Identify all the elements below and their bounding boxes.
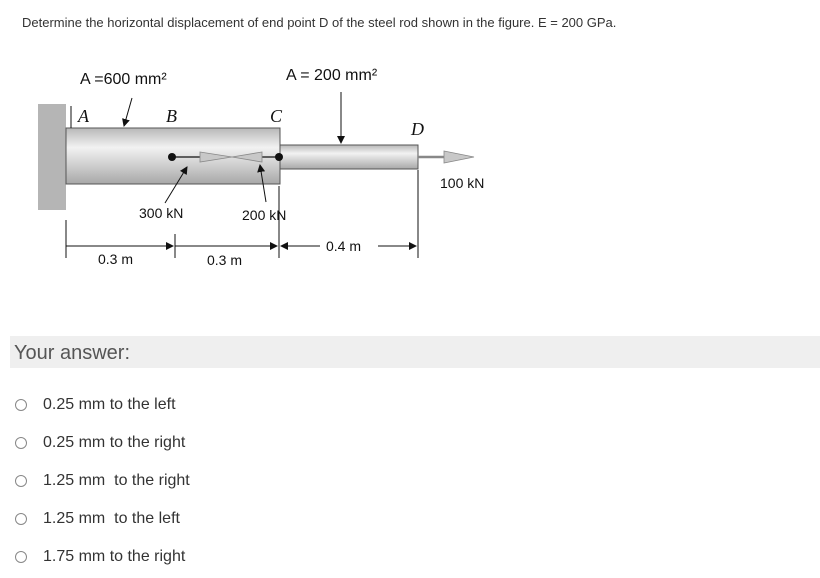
- option-label: 1.25 mm to the right: [43, 472, 190, 489]
- option-4[interactable]: [12, 506, 292, 532]
- length-ab-label: 0.3 m: [98, 251, 134, 267]
- force-b-label: 300 kN: [139, 205, 184, 221]
- force-arrow-d: [418, 151, 474, 163]
- point-b-label: B: [166, 106, 177, 126]
- area-right-label: A = 200 mm²: [286, 67, 378, 84]
- rod-segment-small: [280, 145, 418, 169]
- option-label: 0.25 mm to the left: [43, 396, 176, 413]
- area-left-label: A =600 mm²: [80, 71, 167, 88]
- force-d-label: 100 kN: [440, 175, 485, 191]
- answer-section-header: [10, 336, 820, 368]
- option-5[interactable]: [12, 544, 292, 570]
- radio-button[interactable]: [15, 513, 27, 525]
- force-c-label: 200 kN: [242, 207, 287, 223]
- option-3[interactable]: [12, 468, 292, 494]
- question-text: Determine the horizontal displacement of end point D of the steel rod shown in the figure. E = 200 GPa.: [22, 15, 617, 30]
- radio-button[interactable]: [15, 551, 27, 563]
- answer-label: Your answer:: [14, 342, 130, 364]
- point-d-label: D: [411, 119, 424, 139]
- radio-button[interactable]: [15, 475, 27, 487]
- radio-button[interactable]: [15, 399, 27, 411]
- option-1[interactable]: [12, 392, 292, 418]
- length-bc-label: 0.3 m: [207, 252, 243, 268]
- option-label: 1.75 mm to the right: [43, 548, 186, 565]
- option-2[interactable]: [12, 430, 292, 456]
- point-c-label: C: [270, 106, 283, 126]
- length-cd-label: 0.4 m: [326, 238, 362, 254]
- radio-button[interactable]: [15, 437, 27, 449]
- option-label: 1.25 mm to the left: [43, 510, 180, 527]
- option-label: 0.25 mm to the right: [43, 434, 186, 451]
- point-a-label: A: [78, 106, 89, 126]
- fixed-wall: [38, 104, 66, 210]
